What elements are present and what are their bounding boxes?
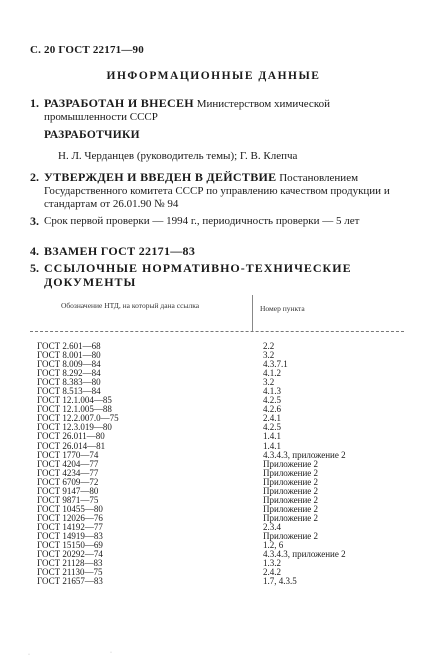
- section-number: 5.: [30, 261, 39, 275]
- row-clause: 4.1.3: [263, 386, 281, 397]
- row-clause: 3.2: [263, 350, 275, 361]
- row-designation: ГОСТ 12026—76: [37, 512, 103, 523]
- row-designation: ГОСТ 8.383—80: [37, 377, 101, 388]
- row-designation: ГОСТ 9871—75: [37, 494, 99, 505]
- row-clause: 1.7, 4.3.5: [263, 576, 297, 587]
- row-clause: 4.3.4.3, приложение 2: [263, 449, 346, 460]
- row-clause: 2.4.2: [263, 567, 281, 578]
- section-number: 1.: [30, 96, 39, 110]
- row-designation: ГОСТ 4204—77: [37, 458, 99, 469]
- developers-list: Н. Л. Черданцев (руководитель темы); Г. В. Клепча: [58, 150, 298, 162]
- row-clause: 4.2.5: [263, 395, 281, 406]
- section-caps: ССЫЛОЧНЫЕ НОРМАТИВНО-ТЕХНИЧЕСКИЕ ДОКУМЕНТЫ: [44, 261, 352, 289]
- row-designation: ГОСТ 1770—74: [37, 449, 99, 460]
- row-designation: ГОСТ 6709—72: [37, 476, 99, 487]
- row-designation: ГОСТ 9147—80: [37, 485, 99, 496]
- section-text: Постановлением Государственного комитета СССР по управлению качеством продукции и стандартам от 26.01.90 № 94: [44, 172, 390, 210]
- page-header: С. 20 ГОСТ 22171—90: [30, 44, 144, 56]
- section-3: [30, 215, 410, 228]
- row-designation: ГОСТ 12.1.005—88: [37, 404, 112, 415]
- row-designation: ГОСТ 8.001—80: [37, 350, 101, 361]
- row-clause: Приложение 2: [263, 476, 319, 487]
- row-clause: 1.3.2: [263, 558, 281, 569]
- row-designation: ГОСТ 12.1.004—85: [37, 395, 112, 406]
- table-row: [30, 577, 404, 586]
- row-clause: 2.3.4: [263, 521, 281, 532]
- row-clause: 4.2.5: [263, 422, 281, 433]
- row-designation: ГОСТ 26.014—81: [37, 440, 106, 451]
- header-rule: [30, 331, 404, 332]
- row-designation: ГОСТ 21128—83: [37, 558, 103, 569]
- table-header-clause: Номер пункта: [260, 304, 305, 313]
- section-number: 2.: [30, 170, 39, 184]
- row-clause: 3.2: [263, 377, 275, 388]
- scan-speck: ·: [110, 650, 112, 656]
- row-designation: ГОСТ 20292—74: [37, 549, 103, 560]
- row-clause: Приложение 2: [263, 467, 319, 478]
- row-clause: 2.4.1: [263, 413, 281, 424]
- table-body: [30, 342, 404, 586]
- section-number: 4.: [30, 244, 39, 258]
- row-clause: 1.4.1: [263, 440, 281, 451]
- row-clause: Приложение 2: [263, 503, 319, 514]
- row-clause: Приложение 2: [263, 512, 319, 523]
- row-clause: 4.3.7.1: [263, 359, 288, 370]
- table-header-designation: Обозначение НТД, на который дана ссылка: [60, 301, 200, 310]
- row-designation: ГОСТ 14192—77: [37, 521, 103, 532]
- row-designation: ГОСТ 4234—77: [37, 467, 99, 478]
- row-designation: ГОСТ 8.292—84: [37, 368, 101, 379]
- row-designation: ГОСТ 15150—69: [37, 540, 103, 551]
- row-clause: 4.2.6: [263, 404, 281, 415]
- row-designation: ГОСТ 10455—80: [37, 503, 103, 514]
- section-number: 3.: [30, 214, 39, 228]
- row-designation: ГОСТ 26.011—80: [37, 431, 105, 442]
- row-clause: 4.1.2: [263, 368, 281, 379]
- section-5: [30, 262, 410, 290]
- row-clause: 1.2, 6: [263, 540, 284, 551]
- section-text: Срок первой проверки — 1994 г., периодичность проверки — 5 лет: [44, 215, 360, 227]
- row-clause: Приложение 2: [263, 494, 319, 505]
- row-clause: 1.4.1: [263, 431, 281, 442]
- row-designation: ГОСТ 14919—83: [37, 530, 103, 541]
- row-clause: 2.2: [263, 341, 275, 351]
- row-clause: 4.3.4.3, приложение 2: [263, 549, 346, 560]
- row-designation: ГОСТ 21130—75: [37, 567, 103, 578]
- section-1: [30, 97, 410, 124]
- row-designation: ГОСТ 8.009—84: [37, 359, 101, 370]
- section-caps: РАЗРАБОТАН И ВНЕСЕН: [44, 96, 194, 110]
- row-designation: ГОСТ 2.601—68: [37, 341, 101, 351]
- scan-speck: ·: [28, 652, 30, 658]
- section-caps: УТВЕРЖДЕН И ВВЕДЕН В ДЕЙСТВИЕ: [44, 170, 277, 184]
- developers-title: РАЗРАБОТЧИКИ: [44, 129, 140, 141]
- row-designation: ГОСТ 21657—83: [37, 576, 103, 587]
- row-clause: Приложение 2: [263, 485, 319, 496]
- section-4: [30, 245, 410, 259]
- document-title: ИНФОРМАЦИОННЫЕ ДАННЫЕ: [106, 70, 321, 82]
- row-designation: ГОСТ 12.3.019—80: [37, 422, 112, 433]
- row-clause: Приложение 2: [263, 530, 319, 541]
- section-caps: ВЗАМЕН ГОСТ 22171—83: [44, 244, 196, 258]
- column-divider: [252, 295, 253, 331]
- row-designation: ГОСТ 8.513—84: [37, 386, 101, 397]
- row-clause: Приложение 2: [263, 458, 319, 469]
- row-designation: ГОСТ 12.2.007.0—75: [37, 413, 119, 424]
- section-text: Министерством химической промышленности СССР: [44, 98, 330, 123]
- section-2: [30, 171, 410, 211]
